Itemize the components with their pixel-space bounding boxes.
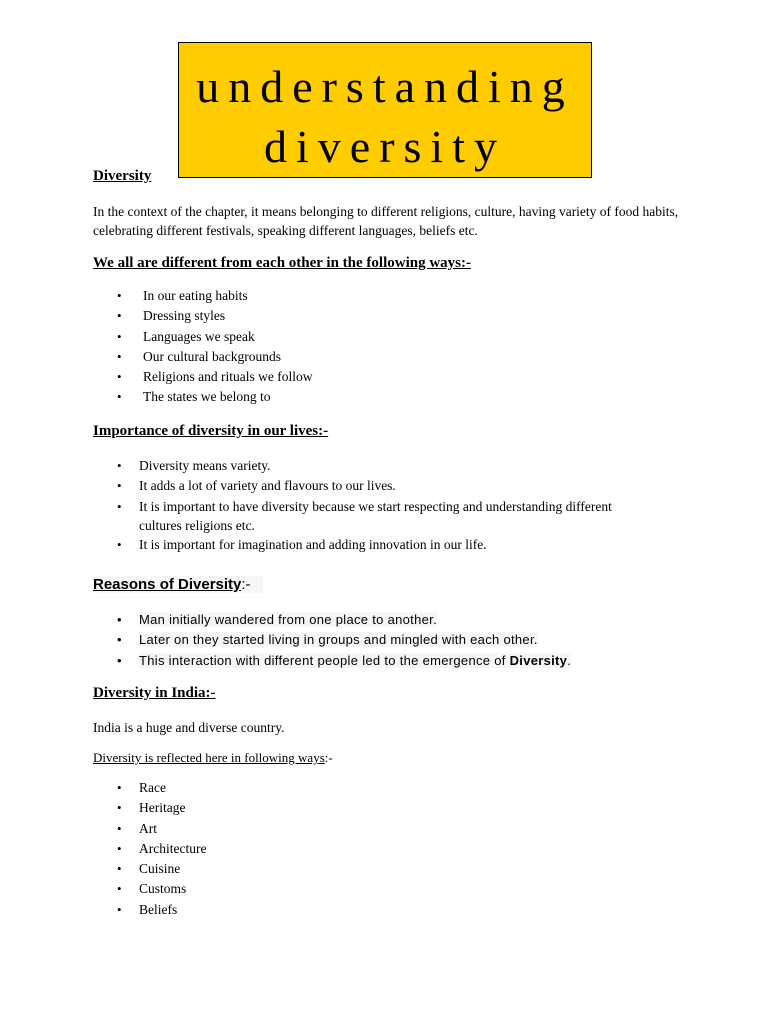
- different-ways-list: [93, 286, 312, 408]
- list-item: • Cuisine: [93, 859, 206, 879]
- list-item: • It adds a lot of variety and flavours to our lives.: [93, 476, 653, 496]
- list-item: • Art: [93, 819, 206, 839]
- importance-list: [93, 456, 653, 555]
- diversity-emphasis: Diversity: [509, 652, 568, 668]
- importance-heading: Importance of diversity in our lives:-: [93, 423, 329, 439]
- list-item: • Customs: [93, 879, 206, 899]
- list-item: • Religions and rituals we follow: [93, 367, 312, 387]
- list-item: • Our cultural backgrounds: [93, 347, 312, 367]
- list-item: • Race: [93, 778, 206, 798]
- list-item: • In our eating habits: [93, 286, 312, 306]
- reasons-heading-suffix: :-: [241, 576, 251, 593]
- india-text: India is a huge and diverse country.: [93, 720, 285, 735]
- reasons-heading-text: Reasons of Diversity: [93, 576, 242, 593]
- list-item: • This interaction with different people led to the emergence of Diversity.: [93, 651, 571, 671]
- list-item: • The states we belong to: [93, 387, 312, 407]
- reasons-list: [93, 610, 571, 671]
- different-ways-heading: We all are different from each other in the following ways:-: [93, 255, 472, 271]
- india-list: [93, 778, 206, 920]
- india-heading: Diversity in India:-: [93, 685, 216, 701]
- list-item: • Heritage: [93, 798, 206, 818]
- list-item: • Diversity means variety.: [93, 456, 653, 476]
- list-item: • Dressing styles: [93, 306, 312, 326]
- list-item: • It is important to have diversity because we start respecting and understanding different cultures religions etc.: [93, 497, 653, 535]
- title-line-2: diversity: [264, 121, 506, 172]
- list-item: • Man initially wandered from one place to another.: [93, 610, 571, 630]
- list-item: • Architecture: [93, 839, 206, 859]
- diversity-heading: Diversity: [93, 168, 152, 184]
- title-line-1: understanding: [196, 61, 574, 112]
- list-item: • Later on they started living in groups and mingled with each other.: [93, 630, 571, 650]
- list-item: • Beliefs: [93, 900, 206, 920]
- list-item: • It is important for imagination and adding innovation in our life.: [93, 535, 653, 555]
- title-box: [178, 42, 592, 178]
- diversity-definition: In the context of the chapter, it means belonging to different religions, culture, having variety of food habits, celebrating different festivals, speaking different languages, beliefs etc.: [93, 204, 679, 238]
- india-subheading: Diversity is reflected here in following ways:-: [93, 750, 333, 765]
- reasons-heading: [93, 576, 263, 593]
- list-item: • Languages we speak: [93, 327, 312, 347]
